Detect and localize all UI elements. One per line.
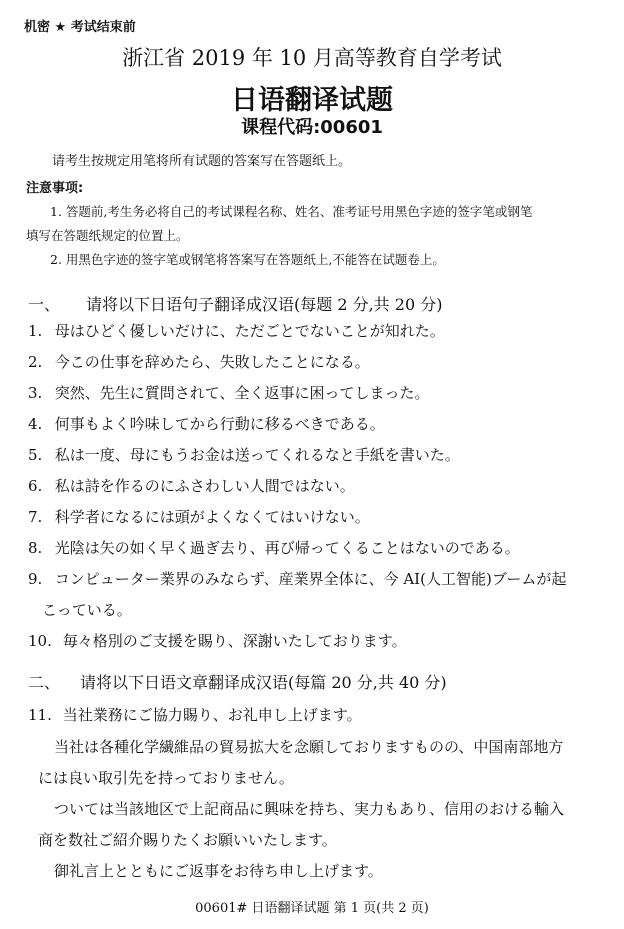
page-footer: 00601# 日语翻译试题 第 1 页(共 2 页): [195, 901, 429, 916]
question-text: 私は一度、母にもうお金は送ってくれるなと手紙を書いた。: [54, 446, 460, 464]
question-6: [28, 475, 355, 496]
question-8: [28, 537, 520, 558]
question-9-continued: こっている。: [42, 601, 132, 619]
question-number: 1.: [28, 322, 43, 340]
question-number: 9.: [28, 570, 43, 588]
question-text: 私は詩を作るのにふさわしい人間ではない。: [54, 477, 355, 495]
notes-title: 注意事项:: [26, 181, 84, 196]
question-text: 突然、先生に質問されて、全く返事に困ってしまった。: [54, 384, 430, 402]
question-number: 5.: [28, 446, 43, 464]
question-1: [28, 320, 445, 341]
question-number: 11.: [28, 706, 52, 724]
section-1-title: 请将以下日语句子翻译成汉语(每题 2 分,共 20 分): [86, 295, 443, 314]
passage-line-2: には良い取引先を持っておりません。: [38, 769, 294, 787]
question-number: 4.: [28, 415, 43, 433]
section-2-number: 二、: [28, 673, 61, 692]
question-4: [28, 413, 385, 434]
question-text: 今この仕事を辞めたら、失敗したことになる。: [54, 353, 370, 371]
question-text: 当社業務にご協力賜り、お礼申し上げます。: [62, 706, 362, 724]
question-text: 科学者になるには頭がよくなくてはいけない。: [54, 508, 370, 526]
question-text: コンピューター業界のみならず、産業界全体に、今 AI(人工智能)ブームが起: [54, 570, 567, 588]
question-3: [28, 382, 429, 403]
passage-line-1: 当社は各種化学繊維品の貿易拡大を念願しておりますものの、中国南部地方: [54, 738, 564, 756]
instructions-intro: 请考生按规定用笔将所有试题的答案写在答题纸上。: [52, 154, 352, 169]
note-1-line-2: 填写在答题纸规定的位置上。: [26, 228, 189, 243]
question-10: [28, 630, 407, 651]
exam-title: 浙江省 2019 年 10 月高等教育自学考试: [122, 46, 502, 70]
note-1-line-1: 1. 答题前,考生务必将自己的考试课程名称、姓名、准考证号用黑色字迹的签字笔或钢笔: [50, 204, 533, 219]
passage-line-5: 御礼言上とともにご返事をお待ち申し上げます。: [54, 862, 383, 880]
question-number: 2.: [28, 353, 43, 371]
question-7: [28, 506, 370, 527]
question-number: 8.: [28, 539, 43, 557]
course-code: 课程代码:00601: [241, 117, 383, 138]
question-number: 3.: [28, 384, 43, 402]
passage-line-4: 商を数社ご紹介賜りたくお願いいたします。: [38, 831, 337, 849]
section-1-number: 一、: [28, 295, 61, 314]
question-text: 光陰は矢の如く早く過ぎ去り、再び帰ってくることはないのである。: [54, 539, 520, 557]
question-number: 10.: [28, 632, 52, 650]
section-2-title: 请将以下日语文章翻译成汉语(每篇 20 分,共 40 分): [80, 673, 447, 692]
question-9: [28, 568, 566, 589]
question-text: 母はひどく優しいだけに、ただごとでないことが知れた。: [54, 322, 445, 340]
question-text: 毎々格別のご支援を賜り、深謝いたしております。: [62, 632, 407, 650]
question-text: 何事もよく吟味してから行動に移るべきである。: [54, 415, 385, 433]
question-5: [28, 444, 460, 465]
passage-line-3: ついては当該地区で上記商品に興味を持ち、実力もあり、信用のおける輸入: [54, 800, 565, 818]
note-2: 2. 用黑色字迹的签字笔或钢笔将答案写在答题纸上,不能答在试题卷上。: [50, 252, 445, 267]
confidential-mark: 机密 ★ 考试结束前: [24, 20, 136, 35]
question-number: 7.: [28, 508, 43, 526]
question-number: 6.: [28, 477, 43, 495]
question-11: [28, 704, 362, 725]
question-2: [28, 351, 370, 372]
page-title: 日语翻译试题: [231, 85, 393, 116]
